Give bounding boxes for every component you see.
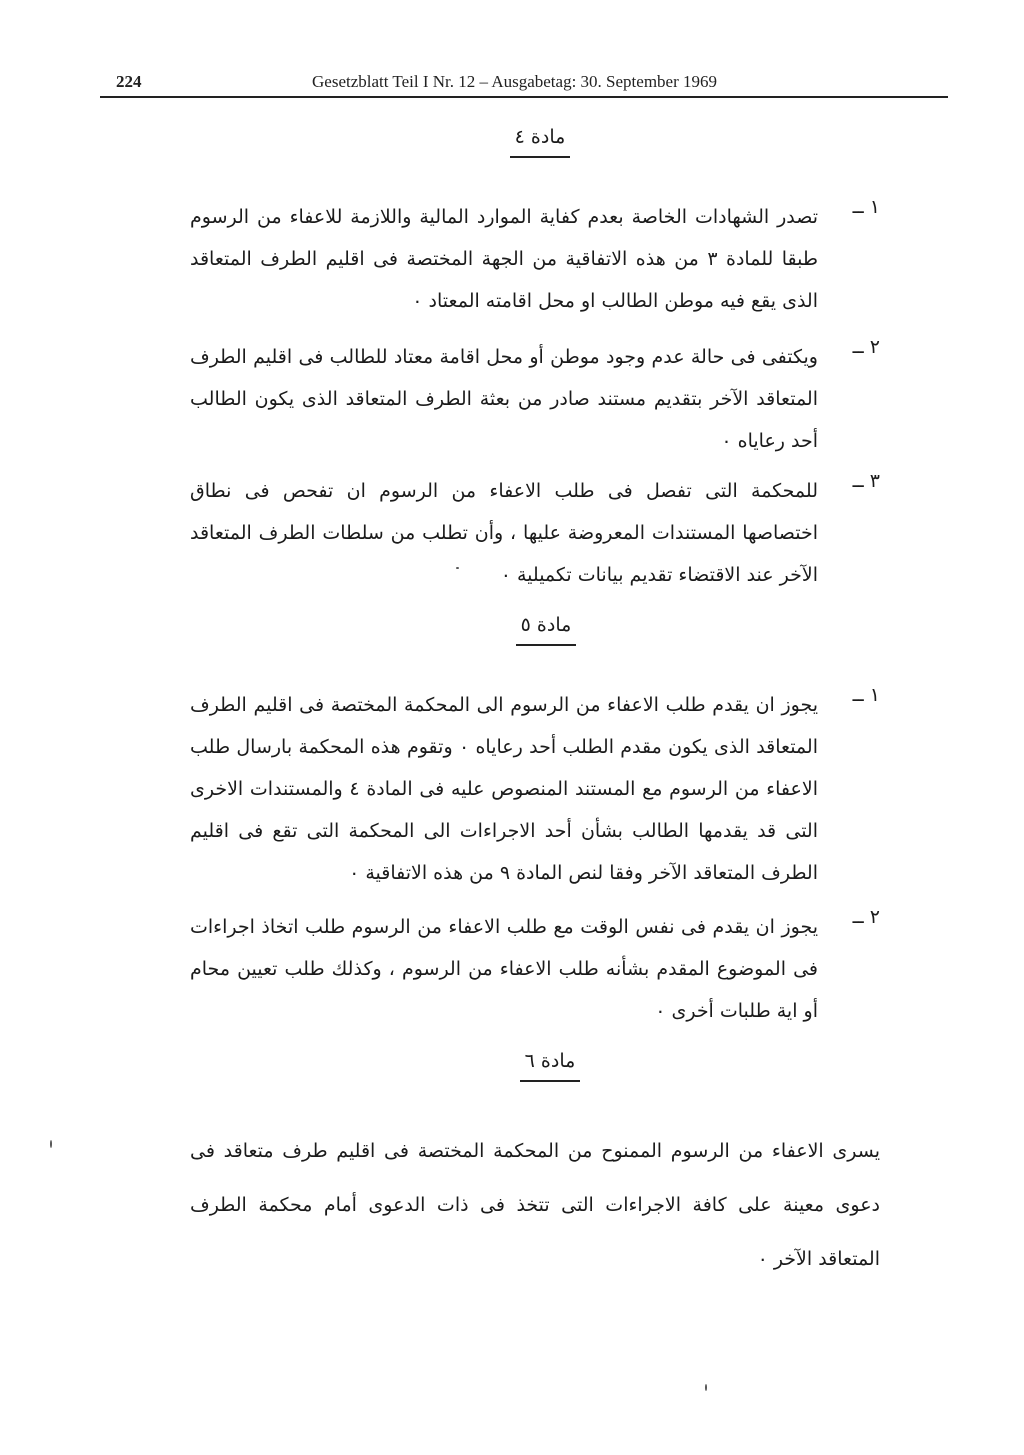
article-4-title-text: مادة ٤ [514,126,566,148]
paragraph-text: يجوز ان يقدم طلب الاعفاء من الرسوم الى المحكمة المختصة فى اقليم الطرف المتعاقد الذى يكون مقدم الطلب أحد رعاياه ٠ وتقوم هذه المحكمة بارسال طلب الاعفاء من الرسوم مع المستند المنصوص عليه فى المادة ٤ والمستندات الاخرى التى قد يقدمها الطالب بشأن أحد الاجراءات الى المحكمة التى تقع فى اقليم الطرف المتعاقد الآخر وفقا لنص المادة ٩ من هذه الاتفاقية ٠ [190,694,818,884]
paragraph-text: للمحكمة التى تفصل فى طلب الاعفاء من الرسوم ان تفحص فى نطاق اختصاصها المستندات المعروضة عليها ، وأن تطلب من سلطات الطرف المتعاقد الآخر عند الاقتضاء تقديم بيانات تكميلية ٠ [190,480,818,586]
article-4-paragraph-3 [190,470,880,596]
article-6-title [490,1050,610,1082]
article-4-paragraph-2 [190,336,880,462]
scan-speck [50,1140,52,1148]
title-underline [520,1080,580,1082]
title-underline [516,644,576,646]
scan-speck [705,1384,707,1391]
article-5-paragraph-2 [190,906,880,1032]
article-4-paragraph-1 [190,196,880,322]
paragraph-text: ويكتفى فى حالة عدم وجود موطن أو محل اقامة معتاد للطالب فى اقليم الطرف المتعاقد الآخر بتقديم مستند صادر من بعثة الطرف المتعاقد الذى يكون الطالب أحد رعاياه ٠ [190,346,818,452]
page-header [100,68,948,98]
article-5-title [486,614,606,646]
paragraph-number: ١ ــ [852,684,880,706]
article-6-title-text: مادة ٦ [524,1050,576,1072]
paragraph-number: ٣ ــ [852,470,880,492]
scan-speck [456,567,459,569]
running-head: Gesetzblatt Teil I Nr. 12 – Ausgabetag: 30. September 1969 [312,72,717,91]
title-underline [510,156,570,158]
paragraph-number: ٢ ــ [852,336,880,358]
paragraph-number: ١ ــ [852,196,880,218]
article-4-title [480,126,600,158]
paragraph-text: تصدر الشهادات الخاصة بعدم كفاية الموارد المالية واللازمة للاعفاء من الرسوم طبقا للمادة ٣ من هذه الاتفاقية من الجهة المختصة فى اقليم الطرف المتعاقد الذى يقع فيه موطن الطالب او محل اقامته المعتاد ٠ [190,206,818,312]
article-5-title-text: مادة ٥ [520,614,572,636]
article-5-paragraph-1 [190,684,880,894]
paragraph-number: ٢ ــ [852,906,880,928]
page-number: 224 [116,72,142,91]
article-6-paragraph [190,1124,880,1274]
paragraph-text: يجوز ان يقدم فى نفس الوقت مع طلب الاعفاء من الرسوم طلب اتخاذ اجراءات فى الموضوع المقدم بشأنه طلب الاعفاء من الرسوم ، وكذلك طلب تعيين محام أو اية طلبات أخرى ٠ [190,916,818,1022]
paragraph-text: يسرى الاعفاء من الرسوم الممنوح من المحكمة المختصة فى اقليم طرف متعاقد فى دعوى معينة على كافة الاجراءات التى تتخذ فى ذات الدعوى أمام محكمة الطرف المتعاقد الآخر ٠ [190,1140,880,1270]
